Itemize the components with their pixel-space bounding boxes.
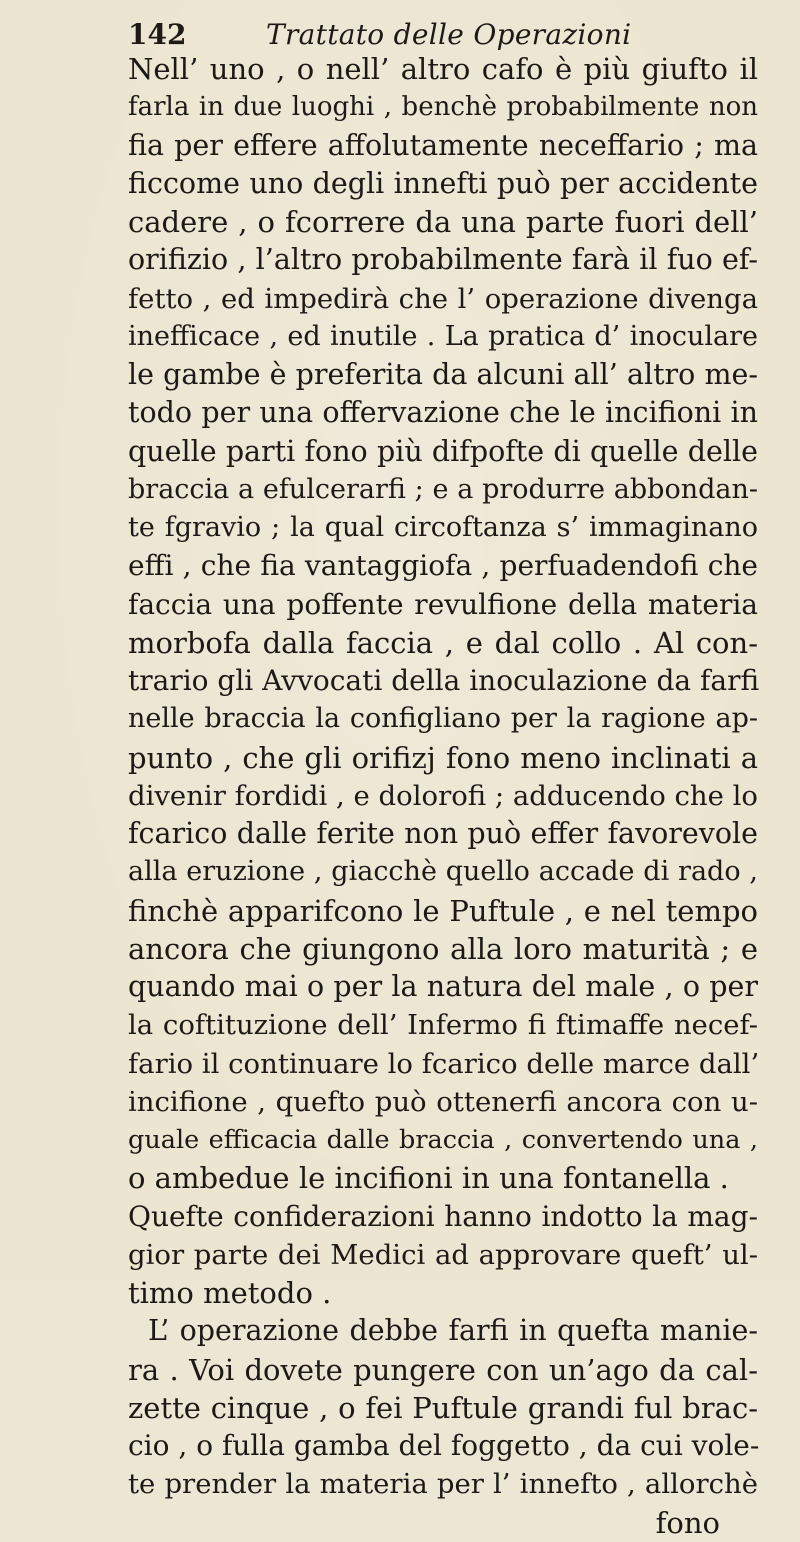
text-line: fia per effere affolutamente neceffario ; ma xyxy=(128,128,758,162)
text-line: finchè apparifcono le Puftule , e nel tempo xyxy=(128,893,758,928)
text-line: cadere , o fcorrere da una parte fuori dell’ xyxy=(128,205,758,239)
text-line: guale efficacia dalle braccia , convertendo una , xyxy=(128,1125,758,1155)
body-text xyxy=(128,50,758,1542)
page-number: 142 xyxy=(128,18,187,51)
text-line: gior parte dei Medici ad approvare queft’ ul- xyxy=(128,1238,758,1271)
text-line: fario il continuare lo fcarico delle marce dall’ xyxy=(128,1047,760,1080)
running-title: Trattato delle Operazioni xyxy=(266,18,632,51)
text-line: inefficace , ed inutile . La pratica d’ inoculare xyxy=(128,320,758,352)
text-line: fetto , ed impedirà che l’ operazione divenga xyxy=(128,282,758,315)
text-line: cio , o fulla gamba del foggetto , da cui vole- xyxy=(128,1429,760,1462)
text-line: orifizio , l’altro probabilmente farà il fuo ef- xyxy=(128,243,758,277)
text-line: quando mai o per la natura del male , o per xyxy=(128,970,758,1003)
text-line: te prender la materia per l’ innefto , allorchè xyxy=(128,1468,758,1501)
text-line: o ambedue le incifioni in una fontanella . xyxy=(128,1161,729,1196)
text-line: zette cinque , o fei Puftule grandi ful brac- xyxy=(128,1390,758,1425)
text-line: farla in due luoghi , benchè probabilmente non xyxy=(128,92,758,123)
running-head xyxy=(128,18,728,52)
text-line: incifione , quefto può ottenerfi ancora con u- xyxy=(128,1085,758,1118)
text-line: L’ operazione debbe farfi in quefta manie- xyxy=(148,1314,758,1348)
text-line: morbofa dalla faccia , e dal collo . Al con- xyxy=(128,625,758,660)
text-line: fcarico dalle ferite non può effer favorevole xyxy=(128,817,758,850)
text-line: ancora che giungono alla loro maturità ; e xyxy=(128,931,758,966)
catchword: fono xyxy=(655,1505,720,1540)
text-line: braccia a efulcerarfi ; e a produrre abbondan- xyxy=(128,473,758,505)
text-line: le gambe è preferita da alcuni all’ altro me- xyxy=(128,358,758,391)
text-line: todo per una offervazione che le incifioni in xyxy=(128,396,758,430)
text-line: quelle parti fono più difpofte di quelle delle xyxy=(128,434,758,468)
text-line: trario gli Avvocati della inoculazione da farfi xyxy=(128,664,760,697)
text-line: timo metodo . xyxy=(128,1276,332,1310)
text-line: te fgravio ; la qual circoftanza s’ immaginano xyxy=(128,512,758,543)
text-line: divenir fordidi , e dolorofi ; adducendo che lo xyxy=(128,779,758,812)
text-line: ra . Voi dovete pungere con un’ago da cal- xyxy=(128,1352,758,1387)
text-line: alla eruzione , giacchè quello accade di rado , xyxy=(128,856,758,888)
text-line: effi , che fia vantaggiofa , perfuadendofi che xyxy=(128,549,758,583)
text-line: Quefte confiderazioni hanno indotto la mag- xyxy=(128,1199,758,1233)
text-line: nelle braccia la configliano per la ragione ap- xyxy=(128,703,758,735)
text-line: faccia una poffente revulfione della materia xyxy=(128,587,758,621)
text-line: ficcome uno degli innefti può per accidente xyxy=(128,166,758,200)
text-line: la coftituzione dell’ Infermo fi ftimaffe necef- xyxy=(128,1009,758,1042)
text-line: Nell’ uno , o nell’ altro cafo è più giufto il xyxy=(128,52,758,86)
text-line: punto , che gli orifizj fono meno inclinati a xyxy=(128,740,758,775)
